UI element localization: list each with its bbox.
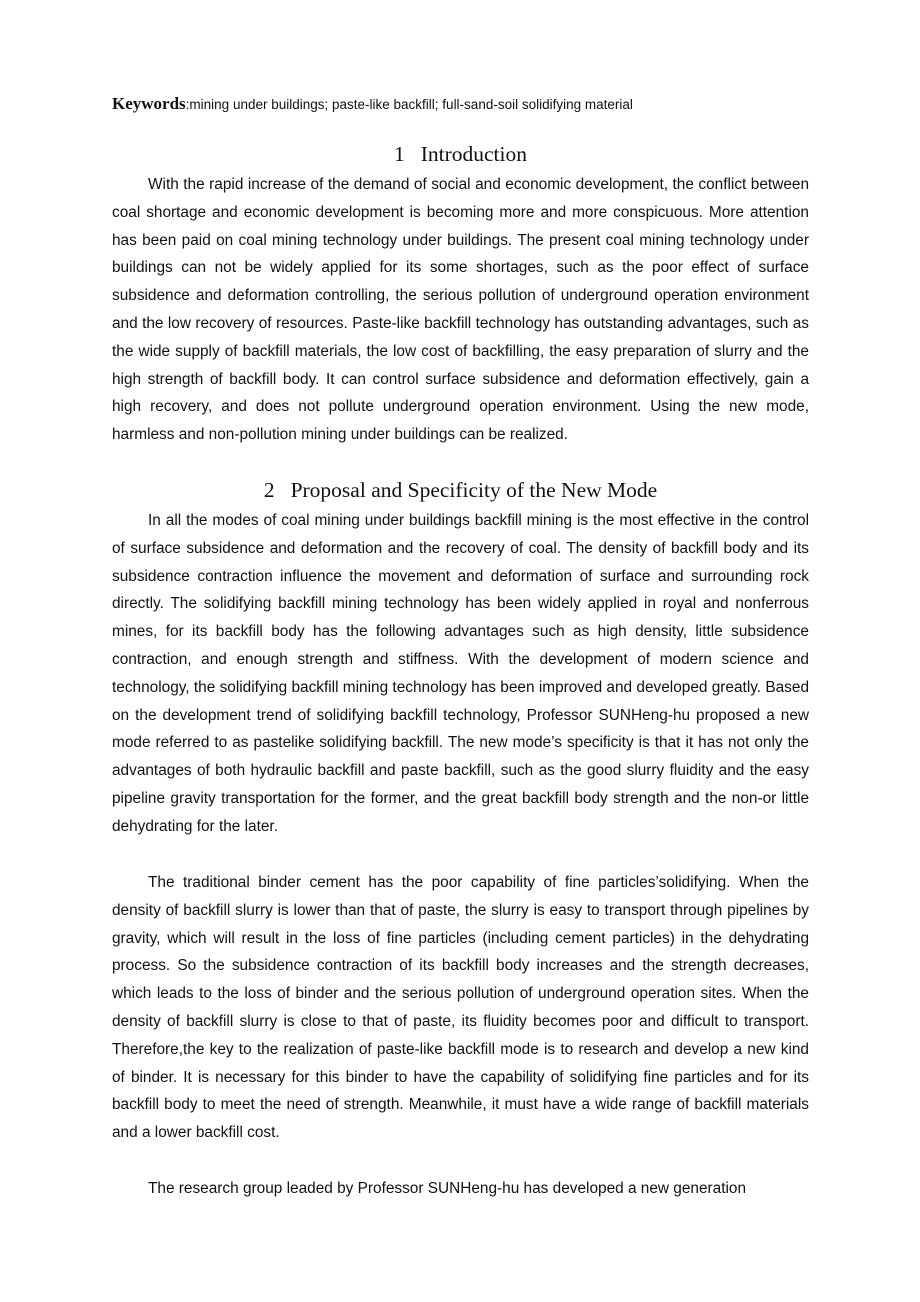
section-1-paragraph-1: With the rapid increase of the demand of social and economic development, the conflict between coal shortage and economic development is becoming more and more conspicuous. More attention has been paid on coal mining technology under buildings. The present coal mining technology under buildings can not be widely applied for its some shortages, such as the poor effect of surface subsidence and deformation controlling, the serious pollution of underground operation environment and the low recovery of resources. Paste-like backfill technology has outstanding advantages, such as the wide supply of backfill materials, the low cost of backfilling, the easy preparation of slurry and the high strength of backfill body. It can control surface subsidence and deformation effectively, gain a high recovery, and does not pollute underground operation environment. Using the new mode, harmless and non-pollution mining under buildings can be realized. [112, 176, 809, 444]
section-2-heading [112, 476, 809, 504]
section-1-title: Introduction [420, 142, 528, 166]
section-1-heading [112, 140, 809, 168]
section-2-paragraph-3: The research group leaded by Professor SUNHeng-hu has developed a new generation [148, 1180, 747, 1197]
section-2-paragraph-1: In all the modes of coal mining under buildings backfill mining is the most effective in the control of surface subsidence and deformation and the recovery of coal. The density of backfill body and its subsidence contraction influence the movement and deformation of surface and surrounding rock directly. The solidifying backfill mining technology has been widely applied in royal and nonferrous mines, for its backfill body has the following advantages such as high density, little subsidence contraction, and enough strength and stiffness. With the development of modern science and technology, the solidifying backfill mining technology has been improved and developed greatly. Based on the development trend of solidifying backfill technology, Professor SUNHeng-hu proposed a new mode referred to as pastelike solidifying backfill. The new mode’s specificity is that it has not only the advantages of both hydraulic backfill and paste backfill, such as the good slurry fluidity and the easy pipeline gravity transportation for the former, and the great backfill body strength and the non-or little dehydrating for the later. [112, 512, 809, 835]
section-2-title: Proposal and Specificity of the New Mode [290, 478, 658, 502]
section-1-number: 1 [393, 142, 405, 166]
keywords-label: Keywords [112, 94, 186, 113]
section-2-number: 2 [263, 478, 275, 502]
keywords-line [112, 92, 812, 117]
section-2-paragraph-2: The traditional binder cement has the poor capability of fine particles’solidifying. When the density of backfill slurry is lower than that of paste, the slurry is easy to transport through pipelines by gravity, which will result in the loss of fine particles (including cement particles) in the dehydrating process. So the subsidence contraction of its backfill body increases and the strength decreases, which leads to the loss of binder and the serious pollution of underground operation sites. When the density of backfill slurry is close to that of paste, its fluidity becomes poor and difficult to transport. Therefore,the key to the realization of paste-like backfill mode is to research and develop a new kind of binder. It is necessary for this binder to have the capability of solidifying fine particles and for its backfill body to meet the need of strength. Meanwhile, it must have a wide range of backfill materials and a lower backfill cost. [112, 874, 809, 1142]
keywords-text: :mining under buildings; paste-like backfill; full-sand-soil solidifying material [185, 97, 633, 112]
